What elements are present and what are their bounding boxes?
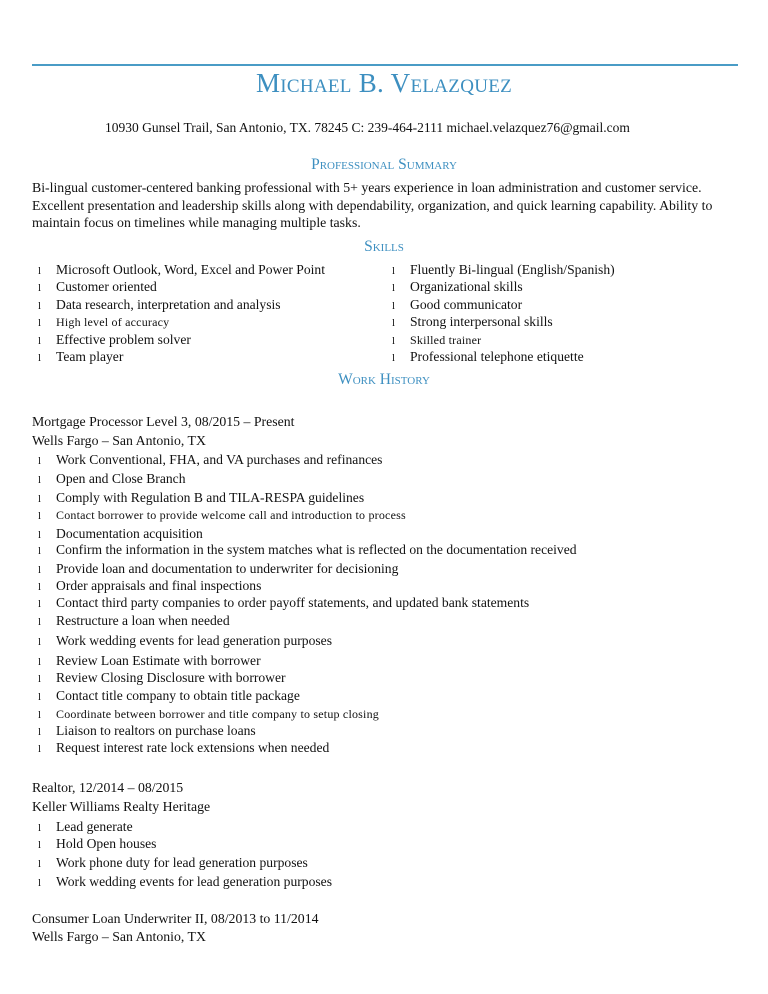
list-item-text: Customer oriented bbox=[56, 279, 157, 294]
list-item-text: Work wedding events for lead generation purposes bbox=[56, 633, 332, 648]
bullet-icon: l bbox=[38, 564, 42, 576]
bullet-icon: l bbox=[38, 656, 42, 668]
list-item-text: Request interest rate lock extensions when needed bbox=[56, 740, 330, 755]
bullet-icon: l bbox=[38, 581, 42, 593]
bullet-icon: l bbox=[38, 335, 42, 347]
bullet-icon: l bbox=[38, 455, 42, 467]
summary-text: Bi-lingual customer-centered banking professional with 5+ years experience in loan administration and customer service. Excellent presentation and leadership skills along with dependability, organization, and quick learning capability. Ability to maintain focus on timelines while managing multiple tasks. bbox=[32, 180, 713, 230]
bullet-icon: l bbox=[392, 282, 396, 294]
bullet-icon: l bbox=[38, 726, 42, 738]
list-item-text: Data research, interpretation and analysis bbox=[56, 297, 281, 312]
list-item bbox=[38, 595, 529, 611]
list-item bbox=[38, 578, 261, 594]
bullet-icon: l bbox=[38, 352, 42, 364]
bullet-icon: l bbox=[38, 493, 42, 505]
bullet-icon: l bbox=[392, 300, 396, 312]
list-item bbox=[38, 670, 286, 686]
bullet-icon: l bbox=[38, 598, 42, 610]
list-item-text: Contact borrower to provide welcome call and introduction to process bbox=[56, 508, 406, 522]
bullet-icon: l bbox=[38, 691, 42, 703]
summary-heading: Professional Summary bbox=[311, 156, 457, 173]
bullet-icon: l bbox=[38, 474, 42, 486]
list-item bbox=[38, 471, 186, 487]
work-heading: Work History bbox=[338, 371, 430, 388]
list-item bbox=[38, 542, 577, 558]
list-item bbox=[38, 613, 230, 629]
skills-heading: Skills bbox=[364, 238, 404, 255]
list-item-text: Comply with Regulation B and TILA-RESPA guidelines bbox=[56, 490, 365, 505]
list-item-text: Strong interpersonal skills bbox=[410, 314, 553, 329]
bullet-icon: l bbox=[38, 510, 42, 522]
job-title: Consumer Loan Underwriter II, 08/2013 to 11/2014 bbox=[32, 911, 319, 926]
list-item bbox=[392, 314, 553, 330]
list-item bbox=[38, 740, 329, 756]
list-item-text: Review Loan Estimate with borrower bbox=[56, 653, 261, 668]
list-item bbox=[392, 349, 584, 365]
list-item-text: Professional telephone etiquette bbox=[410, 349, 584, 364]
job-company: Keller Williams Realty Heritage bbox=[32, 799, 211, 814]
bullet-icon: l bbox=[38, 529, 42, 541]
candidate-name: Michael B. Velazquez bbox=[255, 68, 513, 98]
bullet-icon: l bbox=[38, 877, 42, 889]
list-item-text: Fluently Bi-lingual (English/Spanish) bbox=[410, 262, 615, 277]
job-company: Wells Fargo – San Antonio, TX bbox=[32, 929, 206, 944]
contact-line: 10930 Gunsel Trail, San Antonio, TX. 78245 C: 239-464-2111 michael.velazquez76@gmail.com bbox=[105, 120, 630, 135]
bullet-icon: l bbox=[38, 282, 42, 294]
bullet-icon: l bbox=[38, 858, 42, 870]
list-item-text: Work wedding events for lead generation purposes bbox=[56, 874, 332, 889]
list-item bbox=[38, 855, 308, 871]
list-item bbox=[38, 633, 332, 649]
list-item-text: Contact title company to obtain title package bbox=[56, 688, 300, 703]
list-item bbox=[38, 819, 133, 835]
list-item-text: Work Conventional, FHA, and VA purchases and refinances bbox=[56, 452, 383, 467]
job-title: Mortgage Processor Level 3, 08/2015 – Present bbox=[32, 414, 295, 429]
list-item-text: Open and Close Branch bbox=[56, 471, 186, 486]
list-item-text: Work phone duty for lead generation purposes bbox=[56, 855, 308, 870]
list-item bbox=[392, 297, 522, 313]
list-item-text: Review Closing Disclosure with borrower bbox=[56, 670, 286, 685]
header-rule bbox=[32, 64, 738, 66]
list-item-text: Order appraisals and final inspections bbox=[56, 578, 262, 593]
bullet-icon: l bbox=[38, 545, 42, 557]
list-item-text: Restructure a loan when needed bbox=[56, 613, 230, 628]
list-item-text: Team player bbox=[56, 349, 124, 364]
bullet-icon: l bbox=[38, 636, 42, 648]
list-item bbox=[38, 688, 300, 704]
list-item-text: Provide loan and documentation to underwriter for decisioning bbox=[56, 561, 399, 576]
list-item bbox=[38, 507, 406, 523]
list-item bbox=[38, 452, 382, 468]
job-title: Realtor, 12/2014 – 08/2015 bbox=[32, 780, 184, 795]
bullet-icon: l bbox=[38, 616, 42, 628]
bullet-icon: l bbox=[392, 352, 396, 364]
list-item bbox=[38, 314, 169, 330]
list-item bbox=[38, 349, 123, 365]
bullet-icon: l bbox=[392, 335, 396, 347]
list-item-text: Microsoft Outlook, Word, Excel and Power Point bbox=[56, 262, 325, 277]
list-item bbox=[38, 706, 379, 722]
bullet-icon: l bbox=[38, 300, 42, 312]
list-item-text: High level of accuracy bbox=[56, 315, 170, 329]
list-item bbox=[392, 332, 481, 348]
bullet-icon: l bbox=[38, 743, 42, 755]
list-item bbox=[38, 332, 191, 348]
list-item-text: Liaison to realtors on purchase loans bbox=[56, 723, 256, 738]
list-item bbox=[38, 874, 332, 890]
bullet-icon: l bbox=[392, 265, 396, 277]
bullet-icon: l bbox=[38, 317, 42, 329]
list-item-text: Documentation acquisition bbox=[56, 526, 203, 541]
list-item bbox=[392, 262, 615, 278]
list-item-text: Contact third party companies to order payoff statements, and updated bank statements bbox=[56, 595, 530, 610]
list-item bbox=[392, 279, 523, 295]
list-item-text: Coordinate between borrower and title company to setup closing bbox=[56, 707, 379, 721]
list-item bbox=[38, 653, 261, 669]
list-item bbox=[38, 561, 398, 577]
list-item-text: Effective problem solver bbox=[56, 332, 191, 347]
list-item bbox=[38, 262, 325, 278]
bullet-icon: l bbox=[38, 822, 42, 834]
list-item bbox=[38, 723, 256, 739]
list-item-text: Skilled trainer bbox=[410, 333, 482, 347]
list-item bbox=[38, 279, 157, 295]
list-item bbox=[38, 490, 364, 506]
list-item-text: Good communicator bbox=[410, 297, 523, 312]
bullet-icon: l bbox=[38, 839, 42, 851]
list-item bbox=[38, 836, 156, 852]
bullet-icon: l bbox=[392, 317, 396, 329]
job-company: Wells Fargo – San Antonio, TX bbox=[32, 433, 206, 448]
list-item-text: Confirm the information in the system matches what is reflected on the documentation received bbox=[56, 542, 577, 557]
list-item-text: Lead generate bbox=[56, 819, 133, 834]
list-item-text: Organizational skills bbox=[410, 279, 523, 294]
bullet-icon: l bbox=[38, 709, 42, 721]
bullet-icon: l bbox=[38, 673, 42, 685]
bullet-icon: l bbox=[38, 265, 42, 277]
list-item-text: Hold Open houses bbox=[56, 836, 157, 851]
list-item bbox=[38, 526, 203, 542]
list-item bbox=[38, 297, 281, 313]
